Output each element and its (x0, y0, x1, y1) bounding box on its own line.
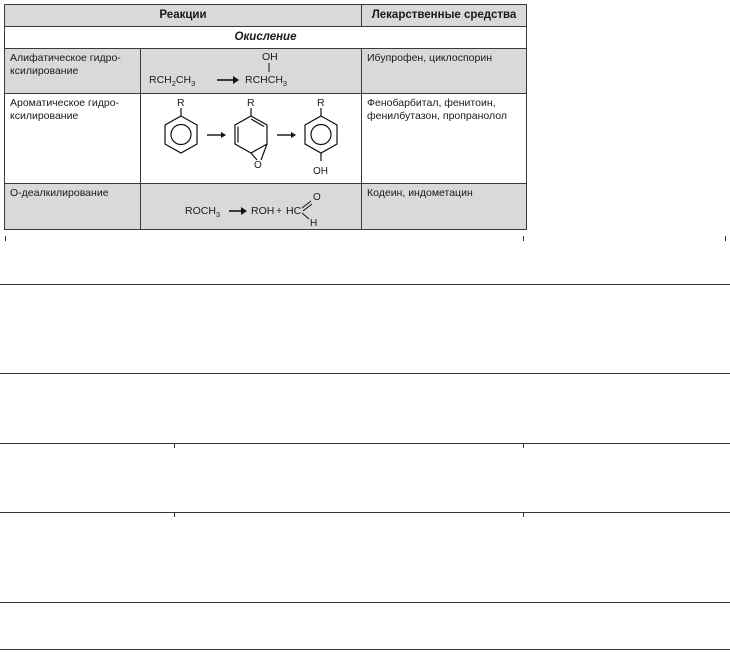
reaction-name-line1: О-деалкилирование (10, 187, 109, 199)
ruling-tick (174, 512, 175, 517)
scheme-substituent: OH (262, 51, 278, 63)
scheme-plus: + (276, 205, 283, 217)
r-label-2: R (247, 97, 255, 109)
table-row (5, 49, 526, 94)
reaction-name-line2: ксилирование (10, 65, 79, 77)
reaction-name-line1: Алифатическое гидро- (10, 52, 121, 64)
ruling-tick (725, 236, 726, 241)
ruling-line (0, 649, 730, 650)
drugs-cell (362, 184, 526, 229)
ruling-line (0, 443, 730, 444)
scheme-product-2: HC (286, 205, 302, 217)
aliphatic-hydroxylation-scheme (141, 49, 361, 93)
drugs-line1: Кодеин, индометацин (367, 187, 473, 199)
reaction-scheme-cell (141, 184, 362, 229)
table-header-row (5, 5, 526, 27)
reaction-scheme-cell (141, 94, 362, 183)
r-label-3: R (317, 97, 325, 109)
aromatic-hydroxylation-scheme (141, 94, 361, 183)
reaction-scheme-cell (141, 49, 362, 93)
oh-label: OH (313, 166, 328, 177)
scheme-left: $RCH_2CH_3$ (149, 74, 196, 88)
arene-oxide-icon (235, 108, 267, 160)
section-row (5, 27, 526, 49)
ruling-tick (523, 443, 524, 448)
drugs-line1: Фенобарбитал, фенитоин, (367, 97, 496, 109)
drugs-cell (362, 94, 526, 183)
ruling-line (0, 512, 730, 513)
header-reactions (5, 5, 362, 26)
scheme-product-1: ROH (251, 205, 275, 217)
table-row (5, 94, 526, 184)
ruling-tick (523, 512, 524, 517)
ruling-tick (5, 236, 6, 241)
drugs-cell (362, 49, 526, 93)
reaction-name-cell (5, 94, 141, 183)
drugs-line2: фенилбутазон, пропранолол (367, 110, 508, 122)
benzene-ring-icon (165, 108, 197, 153)
r-label-1: R (177, 97, 185, 109)
header-reactions-label: Реакции (159, 9, 207, 21)
ruling-tick (174, 443, 175, 448)
phenol-ring-icon (305, 108, 337, 161)
scheme-h: H (310, 218, 318, 228)
ruling-line (0, 284, 730, 285)
reaction-name-cell (5, 184, 141, 229)
reaction-name-cell (5, 49, 141, 93)
ruling-line (0, 373, 730, 374)
drug-metabolism-table (4, 4, 527, 230)
ruling-line (0, 602, 730, 603)
scheme-left: $ROCH_3$ (185, 205, 221, 219)
header-drugs (362, 5, 526, 26)
epoxide-o-label: O (254, 160, 262, 171)
reaction-name-line2: ксилирование (10, 110, 79, 122)
o-dealkylation-scheme (141, 184, 361, 228)
header-drugs-label: Лекарственные средства (371, 9, 517, 21)
scheme-right: $RCHCH_3$ (245, 74, 288, 88)
table-row (5, 184, 526, 229)
reaction-name-line1: Ароматическое гидро- (10, 97, 120, 109)
section-title: Окисление (234, 31, 297, 43)
ruling-tick (523, 236, 524, 241)
drugs-line1: Ибупрофен, циклоспорин (367, 52, 493, 64)
scheme-o: O (313, 192, 321, 203)
